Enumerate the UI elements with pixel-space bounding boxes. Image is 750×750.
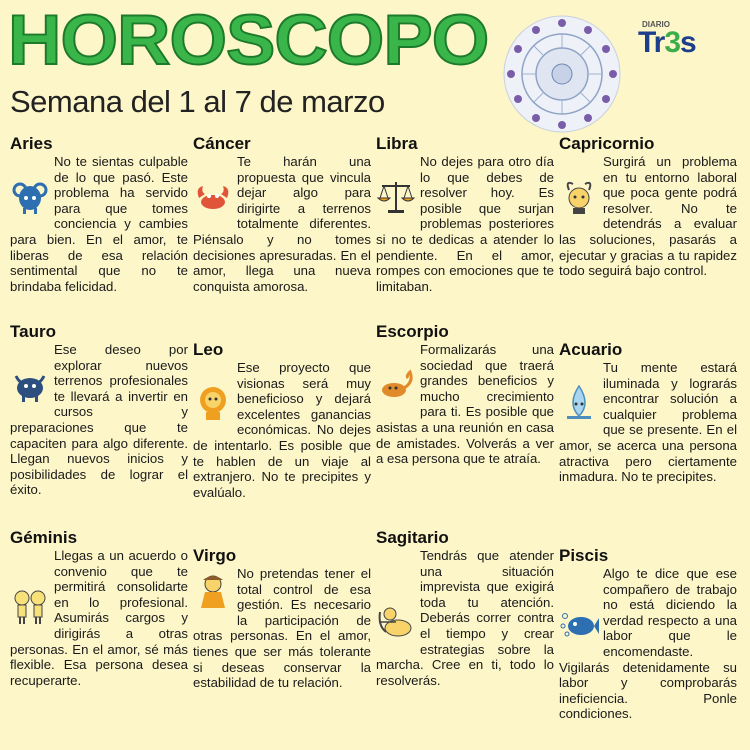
sign-text-block — [193, 154, 371, 294]
twins-icon — [10, 586, 50, 626]
sign-text: Tu mente estará iluminada y lograrás encontrar solución a cualquier problema que se presente. En el amor, se acerca una persona atractiva pero ciertamente inmadura. No te precipites. — [559, 360, 737, 485]
sign-title: Acuario — [559, 340, 623, 359]
archer-icon — [376, 602, 416, 642]
sign-text: Te harán una propuesta que vincula dejar algo para dirigirte a terrenos totalmente diferentes. Piénsalo y no tomes decisiones apresuradas. En el amor, llega una nueva conquista amorosa. — [193, 154, 371, 294]
diario-tres-logo — [636, 20, 736, 64]
sign-text-block — [376, 548, 554, 688]
sign-text-block — [376, 154, 554, 294]
sign-title: Aries — [10, 134, 53, 153]
logo-main-text — [638, 26, 696, 60]
sign-text: Algo te dice que ese compañero de trabajo no está diciendo la verdad respecto a una labor que le encomendaste. Vigilarás detenidamente su labor y comprobarás ineficiencia. Ponle condiciones. — [559, 566, 737, 722]
sign-title: Escorpio — [376, 322, 449, 341]
sign-text: Llegas a un acuerdo o convenio que te permitirá consolidarte en lo profesional. Asumirás cargos y dirigirás a otras personas. En el amor, sé más flexible. Esa persona desea recuperarte. — [10, 548, 188, 688]
sign-title: Géminis — [10, 528, 78, 547]
sign-geminis — [10, 528, 188, 688]
sign-title: Piscis — [559, 546, 609, 565]
logo-part-a: Tr — [638, 26, 665, 59]
sign-text-block — [559, 360, 737, 485]
sign-text-block — [10, 548, 188, 688]
logo-part-c: s — [680, 26, 696, 59]
sign-text: Formalizarás una sociedad que traerá grandes beneficios y mucho crecimiento para ti. Es posible que asistas a una reunión en casa de amistades. Volverás a ver a esa persona que te atraía. — [376, 342, 554, 467]
bull-icon — [10, 364, 50, 404]
sign-title: Sagitario — [376, 528, 449, 547]
sign-text-block — [376, 342, 554, 467]
sign-aries — [10, 134, 188, 294]
sign-title: Libra — [376, 134, 418, 153]
water-drop-icon — [559, 382, 599, 422]
sign-text-block — [559, 154, 737, 279]
sign-tauro — [10, 322, 188, 498]
sign-title: Leo — [193, 340, 224, 359]
scorpion-icon — [376, 364, 416, 404]
sign-text: Tendrás que atender una situación imprevista que exigirá toda tu atención. Deberás correr contra el tiempo y crear estrategias sobre la marcha. Cree en ti, todo lo resolverás. — [376, 548, 554, 688]
page-title: HOROSCOPO — [8, 0, 489, 79]
sign-cancer — [193, 134, 371, 294]
goat-icon — [559, 176, 599, 216]
sign-capricornio — [559, 134, 737, 279]
virgin-icon — [193, 572, 233, 612]
sign-leo — [193, 340, 371, 500]
sign-text-block — [193, 566, 371, 691]
sign-title: Cáncer — [193, 134, 251, 153]
scales-icon — [376, 176, 416, 216]
logo-part-b: 3 — [664, 26, 681, 59]
logo-small-text: DIARIO — [642, 20, 670, 29]
sign-text-block — [10, 154, 188, 294]
sign-title: Capricornio — [559, 134, 655, 153]
sign-libra — [376, 134, 554, 294]
sign-text: Surgirá un problema en tu entorno laboral que poca gente podrá resolver. No te detendrás a evaluar las soluciones, pasarás a ejecutar y gracias a tu rapidez todo seguirá bajo control. — [559, 154, 737, 279]
sign-text-block — [559, 566, 737, 722]
sign-escorpio — [376, 322, 554, 467]
sign-sagitario — [376, 528, 554, 688]
sign-virgo — [193, 546, 371, 691]
sign-text: No dejes para otro día lo que debes de resolver hoy. Es posible que surjan problemas posteriores si no te dedicas a atender lo pendiente. En el amor, rompes con emociones que te limitaban. — [376, 154, 554, 294]
sign-text: Ese deseo por explorar nuevos terrenos profesionales te llevará a invertir en cursos y preparaciones que te capaciten para algo diferente. Llegan nuevos inicios y posibilidades de lograr el éxito. — [10, 342, 188, 498]
sign-title: Tauro — [10, 322, 56, 341]
crab-icon — [193, 176, 233, 216]
sign-acuario — [559, 340, 737, 485]
ram-icon — [10, 176, 50, 216]
sign-text: No pretendas tener el total control de esa gestión. Es necesario la participación de otras personas. En el amor, tienes que ser más tolerante si deseas conservar la estabilidad de tu relación. — [193, 566, 371, 691]
fish-icon — [559, 604, 599, 644]
sign-title: Virgo — [193, 546, 237, 565]
sign-piscis — [559, 546, 737, 722]
page-subtitle: Semana del 1 al 7 de marzo — [10, 84, 385, 119]
lion-icon — [193, 382, 233, 422]
sign-text: Ese proyecto que visionas será muy beneficioso y dejará excelentes ganancias económicas. No dejes de intentarlo. Es posible que te hablen de un viaje al extranjero. No te precipites y evalúalo. — [193, 360, 371, 500]
zodiac-wheel-icon — [502, 14, 622, 134]
sign-text-block — [10, 342, 188, 498]
sign-text: No te sientas culpable de lo que pasó. Este problema ha servido para que tomes conciencia y cambies para bien. En el amor, te liberas de esa relación sentimental que no te brindaba felicidad. — [10, 154, 188, 294]
sign-text-block — [193, 360, 371, 500]
